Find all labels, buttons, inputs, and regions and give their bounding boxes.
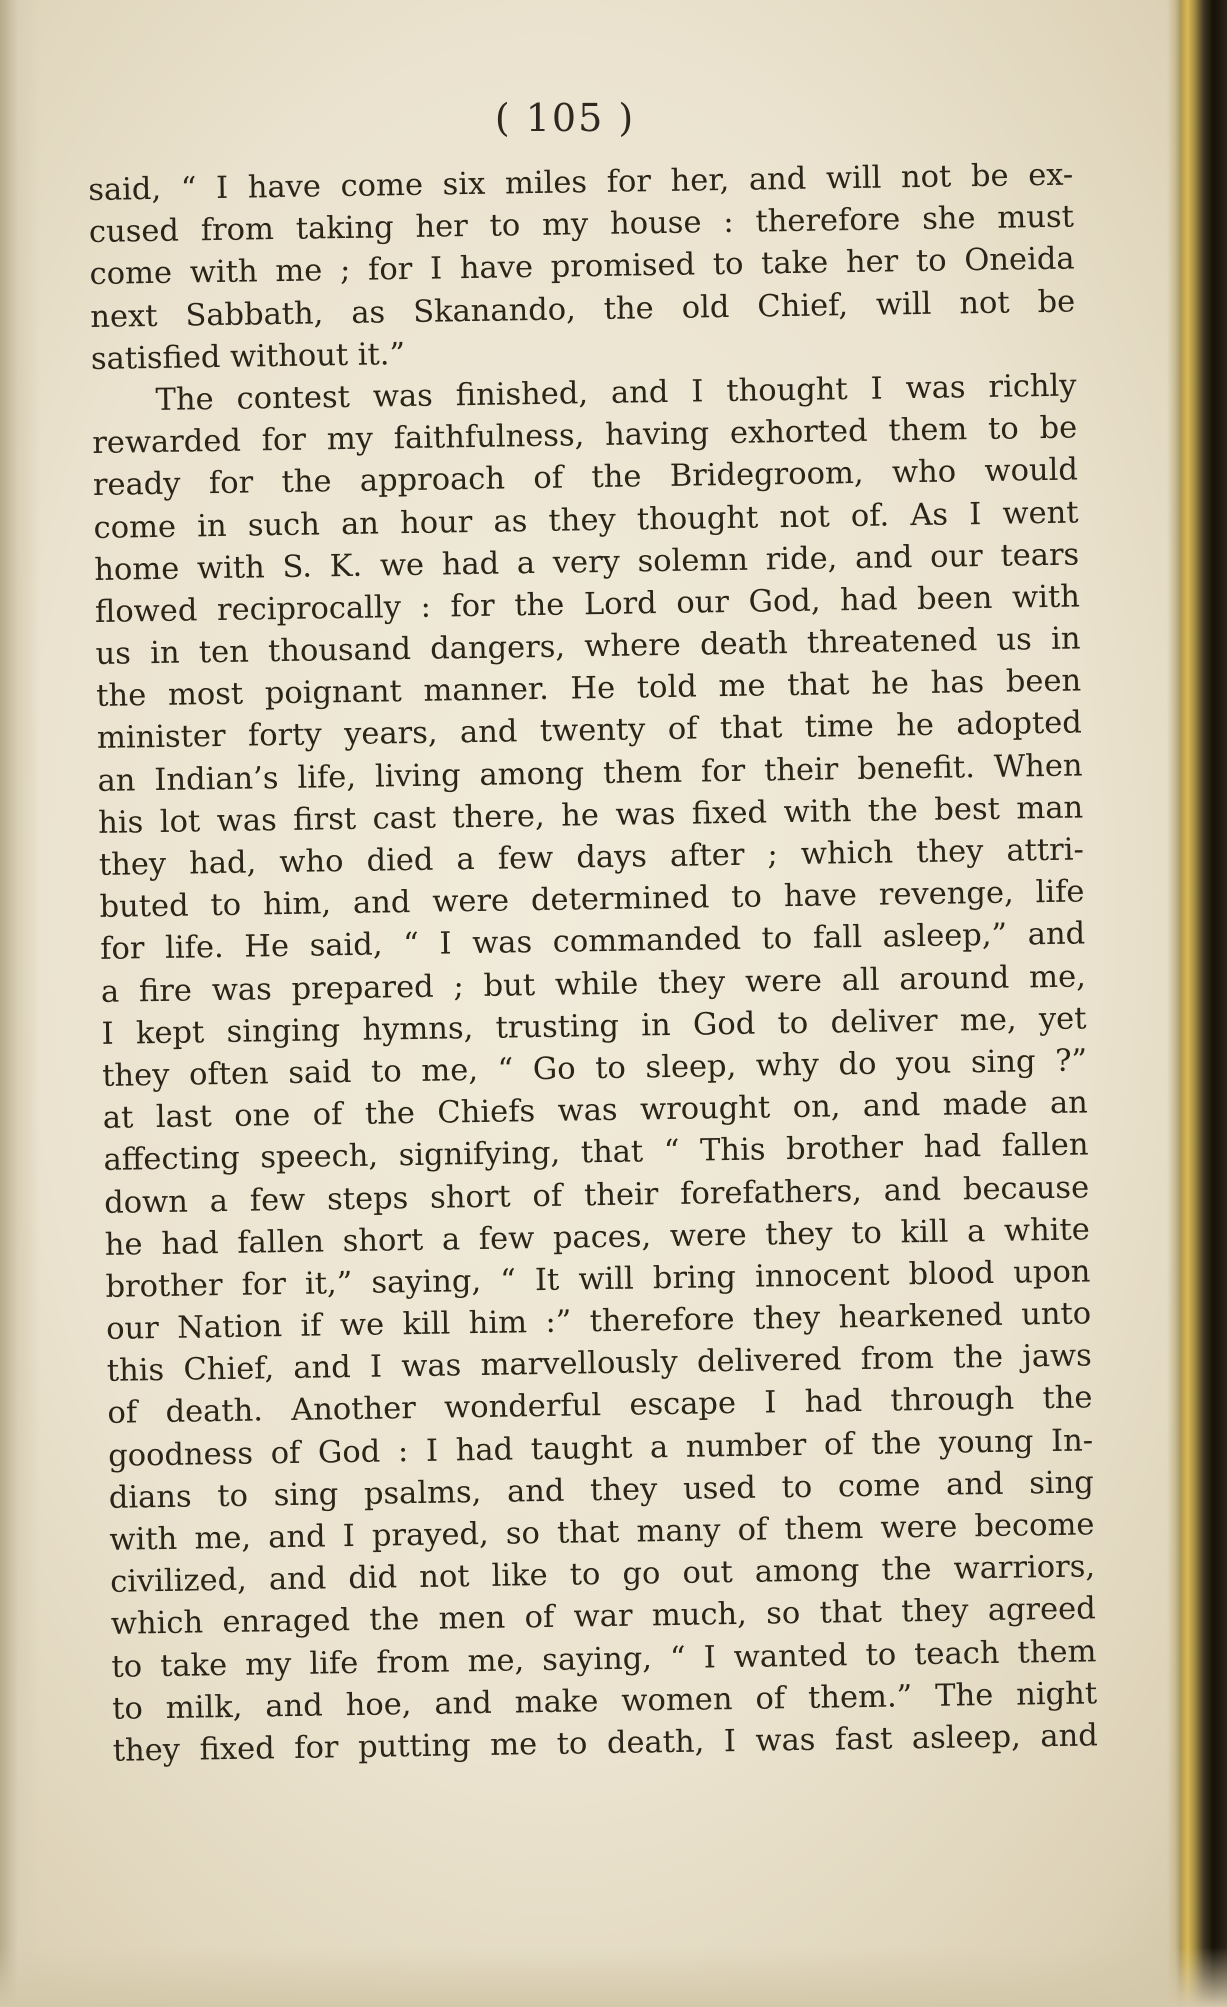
text-line: to milk, and hoe, and make women of them.” The night [111,1676,1098,1727]
page-edge [1167,0,1181,2007]
text-line: cused from taking her to my house : therefore she must [88,199,1075,251]
text-line: he had fallen short a few paces, were they to kill a white [104,1212,1091,1263]
text-line: down a few steps short of their forefathers, and because [103,1169,1090,1221]
page-bottom-shadow [0,1947,1227,2007]
text-line: which enraged the men of war much, so that they agreed [110,1591,1097,1643]
text-line: buted to him, and were determined to have revenge, life [99,874,1085,926]
text-line: ready for the approach of the Bridegroom, who would [92,452,1079,504]
text-line: to take my life from me, saying, “ I wanted to teach them [111,1633,1097,1685]
text-line: an Indian’s life, living among them for their benefit. When [97,748,1083,799]
text-line: for life. He said, “ I was commanded to fall asleep,” and [99,916,1086,968]
page-gutter-shadow [0,0,40,2007]
text-line: this Chief, and I was marvellously delivered from the jaws [106,1338,1093,1390]
text-line: I kept singing hymns, trusting in God to deliver me, yet [101,1001,1087,1052]
text-line: dians to sing psalms, and they used to come and sing [108,1465,1095,1516]
text-line: affecting speech, signifying, that “ This brother had fallen [103,1127,1089,1179]
text-line: said, “ I have come six miles for her, and will not be ex- [88,157,1074,208]
text-line: they fixed for putting me to death, I was fast asleep, and [112,1718,1098,1769]
text-line: the most poignant manner. He told me that he has been [95,663,1082,715]
text-line: they often said to me, “ Go to sleep, why do you sing ?” [101,1043,1088,1094]
text-line: home with S. K. we had a very solemn ride, and our tears [94,537,1080,588]
text-line: a fire was prepared ; but while they were all around me, [100,958,1087,1010]
text-line: rewarded for my faithfulness, having exhorted them to be [92,410,1078,462]
text-line: our Nation if we kill him :” therefore they hearkened unto [105,1296,1092,1347]
text-line: The contest was finished, and I thought I was richly [155,368,1077,418]
text-line: next Sabbath, as Skanando, the old Chief, will not be [90,284,1076,335]
text-line: come with me ; for I have promised to take her to Oneida [89,241,1075,293]
text-line: at last one of the Chiefs was wrought on, and made an [102,1085,1089,1137]
text-line: come in such an hour as they thought not of. As I went [93,494,1079,546]
page-number: ( 105 ) [494,96,636,140]
text-line: minister forty years, and twenty of that time he adopted [96,705,1083,757]
text-line: his lot was first cast there, he was fixed with the best man [97,790,1084,841]
text-line: satisfied without it.” [90,336,406,377]
text-line: us in ten thousand dangers, where death threatened us in [95,621,1081,673]
text-line: with me, and I prayed, so that many of them were become [109,1507,1095,1558]
text-line: flowed reciprocally : for the Lord our God, had been with [94,579,1081,630]
text-line: of death. Another wonderful escape I had through the [107,1380,1093,1432]
body-text [88,155,1098,1773]
text-line: brother for it,” saying, “ It will bring innocent blood upon [105,1254,1091,1305]
text-line: goodness of God : I had taught a number of the young In- [107,1422,1094,1474]
text-line: civilized, and did not like to go out among the warriors, [109,1549,1096,1601]
text-line: they had, who died a few days after ; which they attri- [98,832,1085,883]
book-spine-edge [1181,0,1227,2007]
